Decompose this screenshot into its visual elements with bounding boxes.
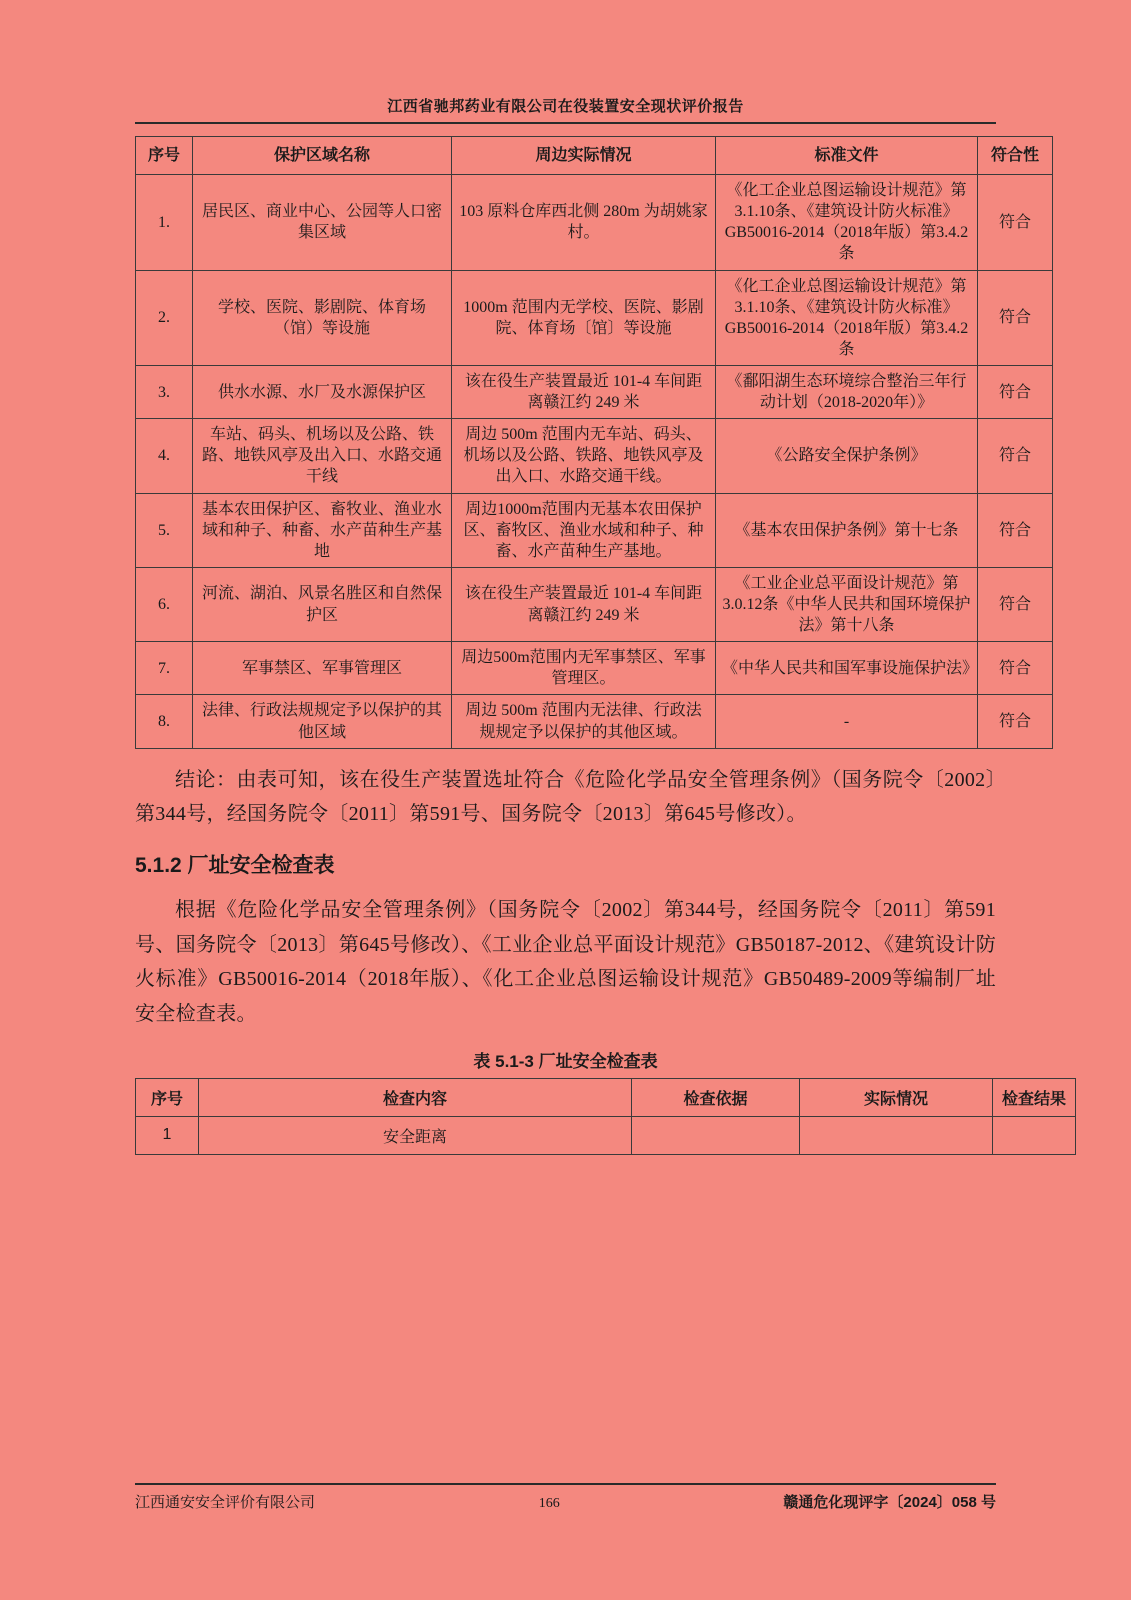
row-no: 5.	[136, 493, 193, 567]
row-content: 安全距离	[199, 1116, 632, 1154]
footer-doc-number: 赣通危化现评字〔2024〕058 号	[783, 1494, 996, 1511]
row-actual: 周边 500m 范围内无车站、码头、机场以及公路、铁路、地铁风亭及出入口、水路交通干线。	[452, 419, 716, 493]
row-no: 4.	[136, 419, 193, 493]
protection-table-body	[136, 175, 1053, 749]
table-row	[136, 365, 1053, 418]
row-no: 7.	[136, 642, 193, 695]
row-conformity: 符合	[978, 695, 1053, 748]
table-header-row	[136, 1078, 1076, 1116]
row-conformity: 符合	[978, 270, 1053, 365]
section-heading: 5.1.2 厂址安全检查表	[135, 854, 335, 878]
row-conformity: 符合	[978, 175, 1053, 270]
conclusion-paragraph: 结论：由表可知，该在役生产装置选址符合《危险化学品安全管理条例》（国务院令〔2002〕第344号，经国务院令〔2011〕第591号、国务院令〔2013〕第645号修改）。	[135, 768, 996, 826]
row-no: 3.	[136, 365, 193, 418]
footer-company: 江西通安安全评价有限公司	[135, 1494, 316, 1511]
row-area: 法律、行政法规规定予以保护的其他区域	[193, 695, 452, 748]
row-area: 车站、码头、机场以及公路、铁路、地铁风亭及出入口、水路交通干线	[193, 419, 452, 493]
check-table-body	[136, 1078, 1076, 1154]
table-row	[136, 695, 1053, 748]
row-area: 河流、湖泊、风景名胜区和自然保护区	[193, 567, 452, 641]
row-standard: 《化工企业总图运输设计规范》第3.1.10条、《建筑设计防火标准》GB50016-2014（2018年版）第3.4.2条	[716, 175, 978, 270]
row-conformity: 符合	[978, 493, 1053, 567]
table-row	[136, 175, 1053, 270]
row-area: 军事禁区、军事管理区	[193, 642, 452, 695]
row-area: 基本农田保护区、畜牧业、渔业水域和种子、种畜、水产苗种生产基地	[193, 493, 452, 567]
row-no: 2.	[136, 270, 193, 365]
row-basis	[632, 1116, 800, 1154]
protection-table-header	[136, 137, 1053, 175]
row-conformity: 符合	[978, 365, 1053, 418]
table-row	[136, 419, 1053, 493]
row-area: 学校、医院、影剧院、体育场（馆）等设施	[193, 270, 452, 365]
table-row	[136, 642, 1053, 695]
row-no: 8.	[136, 695, 193, 748]
column-header-area: 保护区域名称	[193, 137, 452, 175]
row-result	[993, 1116, 1076, 1154]
row-standard: -	[716, 695, 978, 748]
row-actual	[800, 1116, 993, 1154]
table-row	[136, 567, 1053, 641]
row-no: 6.	[136, 567, 193, 641]
protection-area-table	[135, 136, 1053, 749]
row-area: 居民区、商业中心、公园等人口密集区域	[193, 175, 452, 270]
row-actual: 103 原料仓库西北侧 280m 为胡姚家村。	[452, 175, 716, 270]
column-header-basis: 检查依据	[632, 1078, 800, 1116]
row-standard: 《鄱阳湖生态环境综合整治三年行动计划（2018-2020年）》	[716, 365, 978, 418]
row-standard: 《基本农田保护条例》第十七条	[716, 493, 978, 567]
column-header-no: 序号	[136, 1078, 199, 1116]
page-footer	[135, 1483, 996, 1512]
row-standard: 《公路安全保护条例》	[716, 419, 978, 493]
row-area: 供水水源、水厂及水源保护区	[193, 365, 452, 418]
row-standard: 《中华人民共和国军事设施保护法》	[716, 642, 978, 695]
section-paragraph: 根据《危险化学品安全管理条例》（国务院令〔2002〕第344号，经国务院令〔2011〕第591号、国务院令〔2013〕第645号修改）、《工业企业总平面设计规范》GB50187-2012、《建筑设计防火标准》GB50016-2014（2018年版）、《化工企业总图运输设计规范》GB50489-2009等编制厂址安全检查表。	[135, 899, 996, 1025]
row-no: 1	[136, 1116, 199, 1154]
table-row	[136, 493, 1053, 567]
row-standard: 《化工企业总图运输设计规范》第3.1.10条、《建筑设计防火标准》GB50016-2014（2018年版）第3.4.2条	[716, 270, 978, 365]
column-header-conformity: 符合性	[978, 137, 1053, 175]
column-header-standard: 标准文件	[716, 137, 978, 175]
row-actual: 1000m 范围内无学校、医院、影剧院、体育场〔馆〕等设施	[452, 270, 716, 365]
row-conformity: 符合	[978, 419, 1053, 493]
table-header-row	[136, 137, 1053, 175]
table-row	[136, 1116, 1076, 1154]
column-header-no: 序号	[136, 137, 193, 175]
row-conformity: 符合	[978, 567, 1053, 641]
footer-page-number: 166	[538, 1496, 560, 1511]
row-conformity: 符合	[978, 642, 1053, 695]
column-header-actual: 周边实际情况	[452, 137, 716, 175]
row-standard: 《工业企业总平面设计规范》第3.0.12条《中华人民共和国环境保护法》第十八条	[716, 567, 978, 641]
row-actual: 周边 500m 范围内无法律、行政法规规定予以保护的其他区域。	[452, 695, 716, 748]
column-header-actual: 实际情况	[800, 1078, 993, 1116]
table-row	[136, 270, 1053, 365]
row-no: 1.	[136, 175, 193, 270]
row-actual: 该在役生产装置最近 101-4 车间距离赣江约 249 米	[452, 365, 716, 418]
column-header-content: 检查内容	[199, 1078, 632, 1116]
check-table-caption: 表 5.1-3 厂址安全检查表	[473, 1051, 658, 1071]
row-actual: 周边1000m范围内无基本农田保护区、畜牧区、渔业水域和种子、种畜、水产苗种生产基地。	[452, 493, 716, 567]
site-safety-check-table	[135, 1078, 1076, 1155]
row-actual: 周边500m范围内无军事禁区、军事管理区。	[452, 642, 716, 695]
page-header: 江西省驰邦药业有限公司在役装置安全现状评价报告	[135, 0, 996, 124]
column-header-result: 检查结果	[993, 1078, 1076, 1116]
row-actual: 该在役生产装置最近 101-4 车间距离赣江约 249 米	[452, 567, 716, 641]
